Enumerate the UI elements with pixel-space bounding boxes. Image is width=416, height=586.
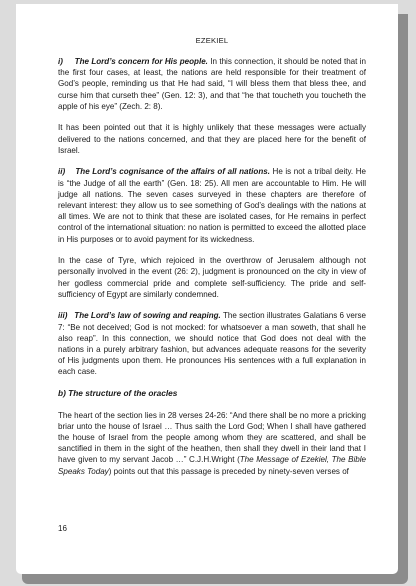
paragraph-tyre [58, 255, 366, 300]
page-number: 16 [58, 524, 67, 533]
paragraph-lead: iii) The Lord’s law of sowing and reaping. [58, 311, 221, 321]
paragraph-text: The heart of the section lies in 28 verses 24-26: “And there shall be no more a pricking briar unto the house of Israel … Thus saith the Lord God; When I shall have gathered the house of Israel from the people among whom they are scattered, and shall be sanctified in them in the sight of the heathen, then shall they dwell in their land that I have given to my servant Jacob …” C.J.H.Wright ( [58, 410, 366, 465]
paragraph-sowing-reaping [58, 310, 366, 377]
paragraph-lead: ii) The Lord’s cognisance of the affairs of all nations. [58, 167, 270, 177]
book-page [16, 4, 398, 574]
paragraph-text: The section illustrates Galatians 6 verse 7: “Be not deceived; God is not mocked: for whatsoever a man soweth, that shall he also reap”. In this connection, we should notice that God does not deal with the nations in a purely arbitrary fashion, but advances adequate reasons for the severity of His judgments upon them. He pronounces His sentences with a full explanation in each case. [58, 311, 366, 377]
paragraph-text: It has been pointed out that it is highly unlikely that these messages were actually delivered to the nations concerned, and that they are placed here for the benefit of Israel. [58, 123, 366, 155]
paragraph-lords-concern [58, 56, 366, 112]
paragraph-text: In the case of Tyre, which rejoiced in the overthrow of Jerusalem although not personally involved in the event (26: 2), judgment is pronounced on the city in view of her godless commercial pride and complete self-sufficiency. The pride and self-sufficiency of Egypt are similarly condemned. [58, 256, 366, 299]
paragraph-lords-cognisance [58, 166, 366, 244]
book-citation: The Message of Ezekiel, The Bible Speaks Today [58, 455, 367, 476]
paragraph-text: He is not a tribal deity. He is “the Judge of all the earth” (Gen. 18: 25). All men are accountable to Him. He will judge all nations. The seven cases surveyed in these chapters are therefore of relevant interest: they allow us to see something of God’s dealings with the nations at all times. We are not to think that these are isolated cases, for He remains in perfect control of the international situation: no nation is permitted to exceed the allotted place in His purposes or to avoid payment for its wickedness. [58, 167, 366, 244]
paragraph-messages-note [58, 122, 366, 156]
paragraph-text: In this connection, it should be noted that in the first four cases, at least, the nations are held responsible for their treatment of God’s people, reminding us that He had said, “I will bless them that bless thee, and curse him that curseth thee” (Gen. 12: 3), and that “he that toucheth you toucheth the apple of his eye” (Zech. 2: 8). [58, 57, 366, 111]
section-subheading: b) The structure of the oracles [58, 388, 178, 399]
paragraph-heart-of-section [58, 410, 366, 477]
paragraph-lead: i) The Lord’s concern for His people. [58, 57, 208, 66]
paragraph-text: ) points out that this passage is preceded by ninety-seven verses of [108, 466, 349, 476]
running-head: EZEKIEL [195, 36, 229, 45]
